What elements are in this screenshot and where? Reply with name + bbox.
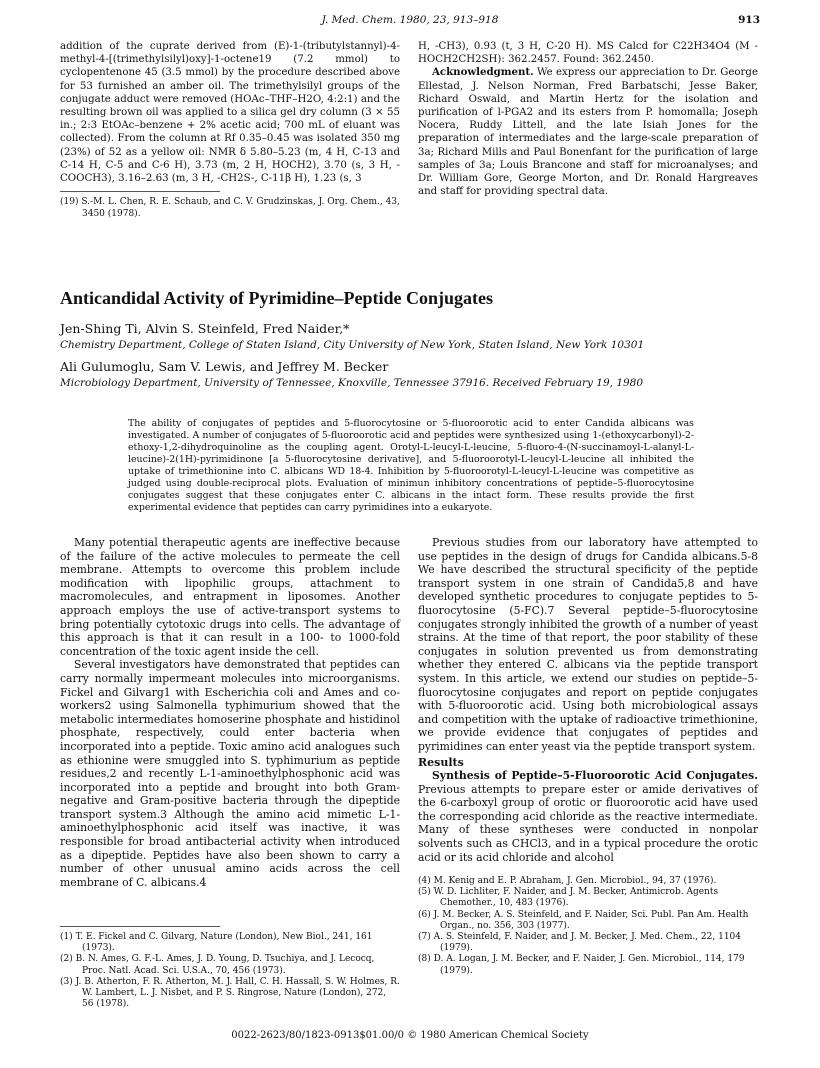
previous-article-footnote: (19) S.-M. L. Chen, R. E. Schaub, and C. V. Grudzinskas, J. Org. Chem., 43, 3450 (1978).	[60, 197, 400, 219]
intro-paragraph-2: Several investigators have demonstrated that peptides can carry normally impermeant molecules into microorganisms. Fickel and Gilvarg1 with Escherichia coli and Ames and co-workers2 using Salmonella typhimurium showed that the metabolic intermediates homoserine phosphate and histidinol phosphate, respectively, could enter bacteria when incorporated into a peptide. Toxic amino acid analogues such as ethionine were smuggled into S. typhimurium as peptide residues,2 and recently L-1-aminoethylphosphonic acid was incorporated into a peptide and brought into both Gram-negative and Gram-positive bacteria through the dipeptide transport system.3 Although the amino acid mimetic L-1-aminoethylphosphonic acid itself was inactive, it was responsible for broad antibacterial activity when introduced as a dipeptide. Peptides have also been shown to carry a number of other unusual amino acids across the cell membrane of C. albicans.4	[60, 658, 400, 889]
previous-article-left-column	[60, 40, 400, 220]
previous-article-continued-text: H, -CH3), 0.93 (t, 3 H, C-20 H). MS Calcd for C22H34O4 (M - HOCH2CH2SH): 362.2457. Found: 362.2450.	[418, 41, 758, 66]
affiliation-2: Microbiology Department, University of Tennessee, Knoxville, Tennessee 37916. Received February 19, 1980	[60, 377, 644, 389]
copyright-footer: 0022-2623/80/1823-0913$01.00/0 © 1980 American Chemical Society	[231, 1030, 589, 1041]
footnote-divider	[60, 191, 220, 192]
page-number: 913	[738, 14, 760, 26]
reference-item: (2) B. N. Ames, G. F.-L. Ames, J. D. Young, D. Tsuchiya, and J. Lecocq, Proc. Natl. Acad. Sci. U.S.A., 70, 456 (1973).	[60, 954, 375, 976]
body-left-column	[60, 536, 400, 889]
authors-group-1: Jen-Shing Ti, Alvin S. Steinfeld, Fred Naider,*	[60, 321, 350, 336]
previous-article-right-column	[418, 40, 758, 198]
body-right-column	[418, 536, 758, 864]
journal-citation: J. Med. Chem. 1980, 23, 913–918	[321, 14, 499, 26]
reference-item: (7) A. S. Steinfeld, F. Naider, and J. M. Becker, J. Med. Chem., 22, 1104 (1979).	[418, 932, 742, 954]
references-divider	[60, 926, 220, 927]
reference-item: (4) M. Kenig and E. P. Abraham, J. Gen. Microbiol., 94, 37 (1976).	[418, 876, 717, 886]
results-heading: Results	[418, 755, 464, 769]
previous-article-experimental-text: addition of the cuprate derived from (E)-1-(tributylstannyl)-4-methyl-4-[(trimethylsilyl)oxy]-1-octene19 (7.2 mmol) to cyclopentenone 45 (3.5 mmol) by the procedure described above for 53 furnished an amber oil. The trimethylsilyl groups of the conjugate adduct were removed (HOAc–THF–H2O, 4:2:1) and the resulting brown oil was applied to a silica gel dry column (3 × 55 in.; 2:3 EtOAc–benzene + 2% acetic acid; 700 mL of eluant was collected). From the column at Rf 0.35–0.45 was isolated 350 mg (23%) of 52 as a yellow oil: NMR δ 5.80–5.23 (m, 4 H, C-13 and C-14 H, C-5 and C-6 H), 3.73 (m, 2 H, HOCH2), 3.70 (s, 3 H, -COOCH3), 3.16–2.63 (m, 3 H, -CH2S-, C-11β H), 1.23 (s, 3	[60, 41, 400, 185]
article-title: Anticandidal Activity of Pyrimidine–Peptide Conjugates	[60, 288, 493, 308]
acknowledgment-heading: Acknowledgment.	[432, 66, 534, 79]
synthesis-text: Previous attempts to prepare ester or amide derivatives of the 6-carboxyl group of orotic or fluoroorotic acid have used the corresponding acid chloride as the reactive intermediate. Many of these syntheses were conducted in nonpolar solvents such as CHCl3, and in a typical procedure the orotic acid or its acid chloride and alcohol	[418, 782, 758, 864]
reference-item: (3) J. B. Atherton, F. R. Atherton, M. J. Hall, C. H. Hassall, S. W. Holmes, R. W. Lambert, L. J. Nisbet, and P. S. Ringrose, Nature (London), 272, 56 (1978).	[60, 976, 400, 1010]
synthesis-paragraph	[418, 769, 758, 864]
article-header	[60, 288, 760, 397]
authors-group-2: Ali Gulumoglu, Sam V. Lewis, and Jeffrey M. Becker	[60, 359, 389, 374]
references-left	[60, 920, 400, 1010]
reference-item: (1) T. E. Fickel and C. Gilvarg, Nature (London), New Biol., 241, 161 (1973).	[60, 932, 373, 954]
references-right	[418, 876, 758, 977]
acknowledgment-paragraph	[418, 66, 758, 198]
acknowledgment-text: We express our appreciation to Dr. George Ellestad, J. Nelson Norman, Fred Barbatschi, Jesse Baker, Richard Oswald, and Martin Hertz for the isolation and purification of l-PGA2 and its esters from P. homomalla; Joseph Nocera, Ruddy Littell, and the late Isiah Jones for the preparation of intermediates and the large-scale preparation of 3a; Richard Mills and Paul Bonenfant for the purification of large samples of 3a; Louis Brancone and staff for microanalyses; and Dr. William Gore, George Morton, and Dr. Ronald Hargreaves and staff for providing spectral data.	[418, 67, 758, 198]
synthesis-heading: Synthesis of Peptide–5-Fluoroorotic Acid Conjugates.	[432, 769, 758, 783]
reference-item: (5) W. D. Lichliter, F. Naider, and J. M. Becker, Antimicrob. Agents Chemother., 10, 483 (1976).	[418, 887, 719, 909]
abstract: The ability of conjugates of peptides and 5-fluorocytosine or 5-fluoroorotic acid to enter Candida albicans was investigated. A number of conjugates of 5-fluoroorotic acid and peptides were synthesized using 1-(ethoxycarbonyl)-2-ethoxy-1,2-dihydroquinoline as the coupling agent. Orotyl-L-leucyl-L-leucine, 5-fluoro-4-(N-succinamoyl-L-alanyl-L-leucine)-2(1H)-pyrimidinone [a 5-fluorocytosine derivative], and 5-fluoroorotyl-L-leucyl-L-leucine all inhibited the uptake of trimethionine into C. albicans WD 18-4. Inhibition by 5-fluoroorotyl-L-leucyl-L-leucine was competitive as judged using double-reciprocal plots. Evaluation of minimun inhibitory concentrations of peptide–5-fluorocytosine conjugates suggest that these conjugates enter C. albicans in the intact form. These results provide the first experimental evidence that peptides can carry pyrimidines into a eukaryote.	[128, 418, 694, 513]
intro-paragraph-1: Many potential therapeutic agents are ineffective because of the failure of the active molecules to permeate the cell membrane. Attempts to overcome this problem include modification with lipophilic groups, attachment to macromolecules, and entrapment in liposomes. Another approach employs the use of active-transport systems to bring potentially cytotoxic drugs into cells. The advantage of this approach is that it can result in a 100- to 1000-fold concentration of the toxic agent inside the cell.	[60, 536, 400, 658]
affiliation-1: Chemistry Department, College of Staten Island, City University of New York, Staten Island, New York 10301	[60, 339, 645, 351]
reference-item: (8) D. A. Logan, J. M. Becker, and F. Naider, J. Gen. Microbiol., 114, 179 (1979).	[418, 954, 745, 976]
intro-paragraph-3: Previous studies from our laboratory have attempted to use peptides in the design of drugs for Candida albicans.5-8 We have described the structural specificity of the peptide transport system in one strain of Candida5,8 and have developed synthetic procedures to conjugate peptides to 5-fluorocytosine (5-FC).7 Several peptide–5-fluorocytosine conjugates strongly inhibited the growth of a number of yeast strains. At the time of that report, the poor stability of these conjugates in solution prevented us from demonstrating whether they entered C. albicans via the peptide transport system. In this article, we extend our studies on peptide–5-fluorocytosine conjugates and report on peptide conjugates with 5-fluoroorotic acid. Using both microbiological assays and competition with the uptake of radioactive trimethionine, we provide evidence that conjugates of peptides and pyrimidines can enter yeast via the peptide transport system.	[418, 536, 758, 753]
reference-item: (6) J. M. Becker, A. S. Steinfeld, and F. Naider, Sci. Publ. Pan Am. Health Organ., no. 356, 303 (1977).	[418, 909, 749, 931]
